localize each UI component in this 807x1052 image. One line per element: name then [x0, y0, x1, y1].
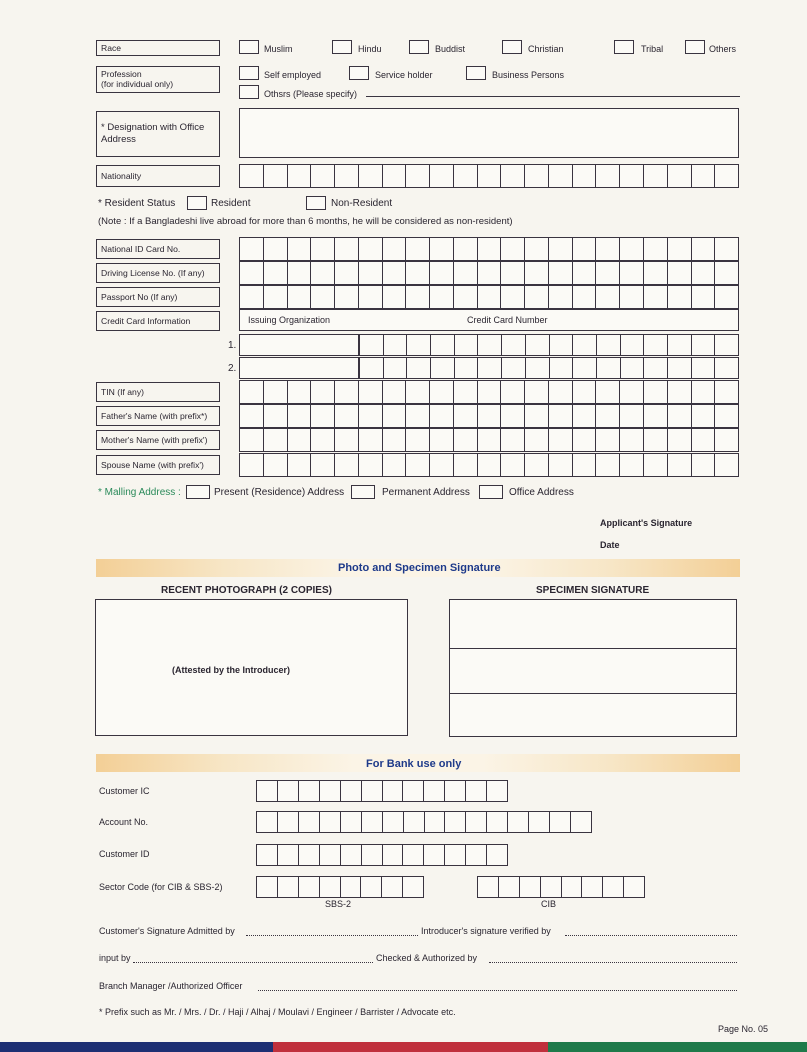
account-no-grid[interactable]	[256, 811, 592, 833]
profession-service-holder-checkbox[interactable]	[349, 66, 369, 80]
tin-label: TIN (If any)	[96, 382, 220, 402]
tin-grid[interactable]	[239, 380, 739, 404]
credit-card-number-heading: Credit Card Number	[467, 315, 548, 325]
designation-input[interactable]	[239, 108, 739, 158]
non-resident-checkbox[interactable]	[306, 196, 326, 210]
profession-service-holder-label: Service holder	[375, 70, 433, 80]
resident-note: (Note : If a Bangladeshi live abroad for more than 6 months, he will be considered as non-resident)	[98, 216, 513, 227]
account-no-label: Account No.	[99, 817, 149, 827]
driving-license-label: Driving License No. (If any)	[96, 263, 220, 283]
issuing-org-heading: Issuing Organization	[248, 315, 331, 325]
sector-code-label: Sector Code (for CIB & SBS-2)	[99, 882, 223, 892]
verified-by-label: Introducer's signature verified by	[421, 926, 551, 936]
profession-title: Profession	[101, 69, 142, 79]
customer-id-grid[interactable]	[256, 844, 508, 866]
credit-card-row1-number: 1.	[228, 340, 237, 351]
credit-card-row2-number-grid[interactable]	[359, 357, 739, 379]
photo-section-title: Photo and Specimen Signature	[338, 562, 501, 574]
mailing-permanent-label: Permanent Address	[382, 487, 470, 498]
specimen-signature-heading: SPECIMEN SIGNATURE	[536, 585, 650, 596]
credit-card-row2-number: 2.	[228, 363, 237, 374]
spouse-name-label: Spouse Name (with prefix')	[96, 455, 220, 475]
resident-status-label: * Resident Status	[98, 198, 176, 209]
credit-card-row1-org[interactable]	[239, 334, 359, 356]
profession-business-checkbox[interactable]	[466, 66, 486, 80]
race-buddist-label: Buddist	[435, 44, 466, 54]
applicant-date-label: Date	[600, 540, 620, 550]
footer-stripe-red	[273, 1042, 548, 1052]
footer-stripe-blue	[0, 1042, 273, 1052]
mother-name-label: Mother's Name (with prefix')	[96, 430, 220, 450]
resident-checkbox[interactable]	[187, 196, 207, 210]
father-name-grid[interactable]	[239, 404, 739, 428]
cib-caption: CIB	[541, 899, 557, 909]
branch-manager-line[interactable]	[258, 989, 737, 991]
bank-section-title: For Bank use only	[366, 758, 462, 770]
cib-grid[interactable]	[477, 876, 645, 898]
admitted-by-label: Customer's Signature Admitted by	[99, 926, 235, 936]
credit-card-row1-number-grid[interactable]	[359, 334, 739, 356]
verified-by-line[interactable]	[565, 934, 737, 936]
mailing-office-checkbox[interactable]	[479, 485, 503, 499]
nationality-input-grid[interactable]	[239, 164, 739, 188]
driving-license-grid[interactable]	[239, 261, 739, 285]
race-tribal-label: Tribal	[641, 44, 664, 54]
spouse-name-grid[interactable]	[239, 453, 739, 477]
checked-by-label: Checked & Authorized by	[376, 953, 478, 963]
race-christian-label: Christian	[528, 44, 564, 54]
national-id-label: National ID Card No.	[96, 239, 220, 259]
admitted-by-line[interactable]	[246, 934, 418, 936]
profession-others-input-line[interactable]	[366, 95, 740, 97]
designation-label: * Designation with Office Address	[96, 111, 220, 157]
page-number: Page No. 05	[718, 1024, 769, 1034]
customer-id-label: Customer ID	[99, 849, 150, 859]
race-hindu-label: Hindu	[358, 44, 382, 54]
profession-business-label: Business Persons	[492, 70, 565, 80]
input-by-label: input by	[99, 953, 131, 963]
customer-ic-grid[interactable]	[256, 780, 508, 802]
sbs2-caption: SBS-2	[325, 899, 352, 909]
race-hindu-checkbox[interactable]	[332, 40, 352, 54]
race-others-label: Others	[709, 44, 737, 54]
branch-manager-label: Branch Manager /Authorized Officer	[99, 981, 243, 991]
prefix-footnote: * Prefix such as Mr. / Mrs. / Dr. / Haji / Alhaj / Moulavi / Engineer / Barrister / Advocate etc.	[99, 1007, 456, 1017]
resident-label: Resident	[211, 198, 251, 209]
credit-card-header	[239, 309, 739, 331]
credit-card-row2-org[interactable]	[239, 357, 359, 379]
checked-by-line[interactable]	[489, 961, 737, 963]
passport-label: Passport No (If any)	[96, 287, 220, 307]
applicant-signature-label: Applicant's Signature	[600, 518, 693, 528]
mother-name-grid[interactable]	[239, 428, 739, 452]
profession-self-employed-checkbox[interactable]	[239, 66, 259, 80]
profession-label	[96, 66, 220, 93]
credit-card-label: Credit Card Information	[96, 311, 220, 331]
profession-self-employed-label: Self employed	[264, 70, 322, 80]
nationality-label: Nationality	[96, 165, 220, 187]
photo-box[interactable]	[95, 599, 408, 736]
passport-grid[interactable]	[239, 285, 739, 309]
specimen-signature-slot-1[interactable]	[449, 599, 737, 647]
race-tribal-checkbox[interactable]	[614, 40, 634, 54]
race-buddist-checkbox[interactable]	[409, 40, 429, 54]
specimen-signature-slot-3[interactable]	[449, 693, 737, 737]
race-muslim-checkbox[interactable]	[239, 40, 259, 54]
profession-sublabel: (for individual only)	[101, 79, 174, 89]
photo-heading: RECENT PHOTOGRAPH (2 COPIES)	[161, 585, 332, 596]
mailing-office-label: Office Address	[509, 487, 574, 498]
race-christian-checkbox[interactable]	[502, 40, 522, 54]
profession-others-checkbox[interactable]	[239, 85, 259, 99]
customer-ic-label: Customer IC	[99, 786, 150, 796]
mailing-address-label: * Malling Address :	[98, 487, 181, 498]
father-name-label: Father's Name (with prefix*)	[96, 406, 220, 426]
national-id-grid[interactable]	[239, 237, 739, 261]
profession-others-label: Othsrs (Please specify)	[264, 89, 358, 99]
photo-attested-note: (Attested by the Introducer)	[172, 665, 291, 675]
mailing-present-checkbox[interactable]	[186, 485, 210, 499]
mailing-present-label: Present (Residence) Address	[214, 487, 345, 498]
race-label: Race	[96, 40, 220, 56]
mailing-permanent-checkbox[interactable]	[351, 485, 375, 499]
specimen-signature-slot-2[interactable]	[449, 648, 737, 694]
race-others-checkbox[interactable]	[685, 40, 705, 54]
non-resident-label: Non-Resident	[331, 198, 393, 209]
input-by-line[interactable]	[133, 961, 373, 963]
sbs2-grid[interactable]	[256, 876, 424, 898]
race-muslim-label: Muslim	[264, 44, 293, 54]
footer-stripe-green	[548, 1042, 807, 1052]
